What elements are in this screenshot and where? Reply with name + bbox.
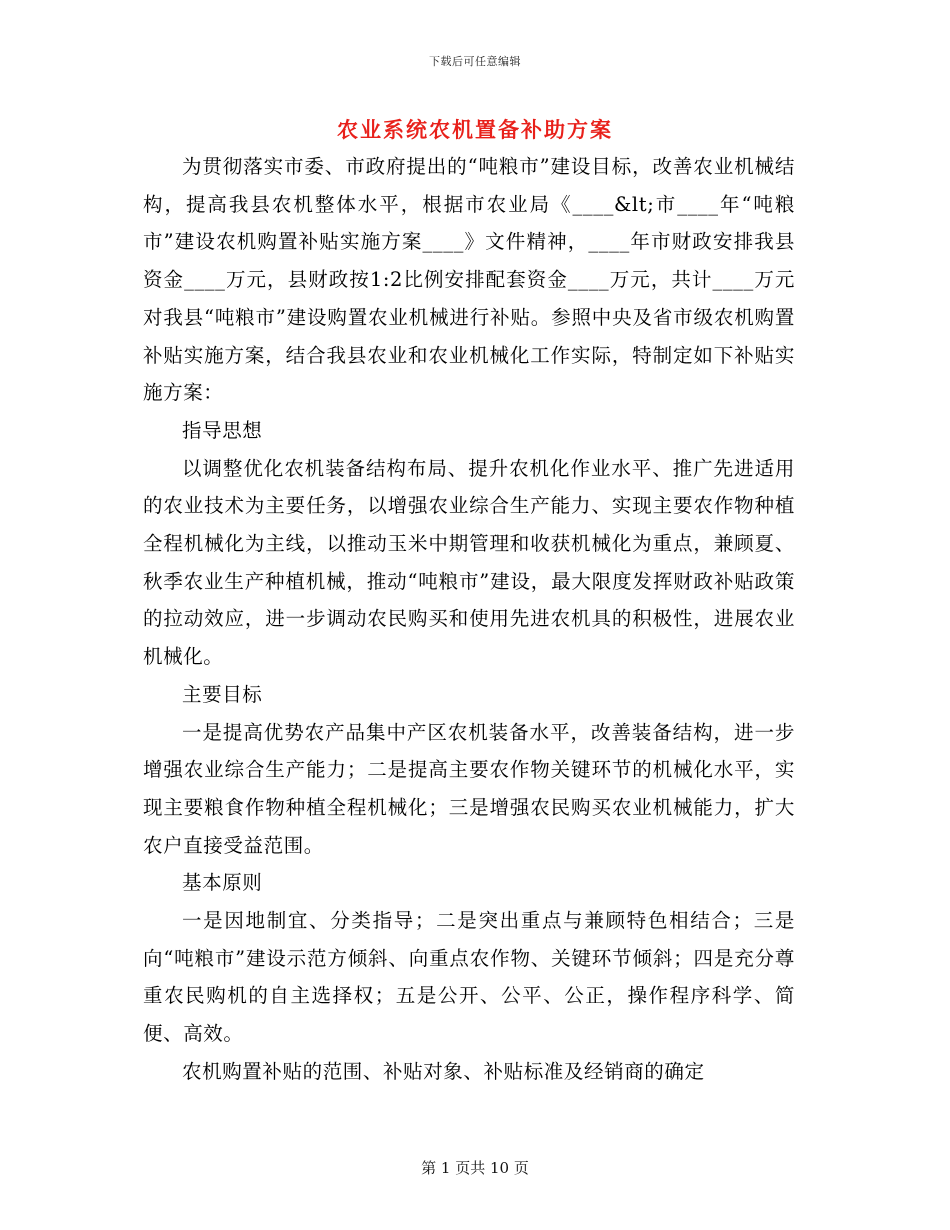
heading-main-goals: 主要目标 [182,682,263,706]
heading-guiding-ideology: 指导思想 [182,418,263,442]
paragraph-intro: 为贯彻落实市委、市政府提出的“吨粮市”建设目标，改善农业机械结构，提高我县农机整体水平，根据市农业局《____&lt;市____年“吨粮市”建设农机购置补贴实施方案____》文件精神，____年市财政安排我县资金____万元，县财政按1:2比例安排配套资金____万元，共计____万元对我县“吨粮市”建设购置农业机械进行补贴。参照中央及省市级农机购置补贴实施方案，结合我县农业和农业机械化工作实际，特制定如下补贴实施方案： [143,155,795,405]
page-number: 第 1 页共 10 页 [421,1159,529,1177]
header-note: 下载后可任意编辑 [429,55,521,68]
document-title: 农业系统农机置备补助方案 [337,117,613,142]
heading-subsidy-scope: 农机购置补贴的范围、补贴对象、补贴标准及经销商的确定 [182,1059,705,1083]
paragraph-guiding-ideology: 以调整优化农机装备结构布局、提升农机化作业水平、推广先进适用的农业技术为主要任务，以增强农业综合生产能力、实现主要农作物种植全程机械化为主线，以推动玉米中期管理和收获机械化为重点，兼顾夏、秋季农业生产种植机械，推动“吨粮市”建设，最大限度发挥财政补贴政策的拉动效应，进一步调动农民购买和使用先进农机具的积极性，进展农业机械化。 [143,456,795,669]
paragraph-basic-principles: 一是因地制宜、分类指导；二是突出重点与兼顾特色相结合；三是向“吨粮市”建设示范方倾斜、向重点农作物、关键环节倾斜；四是充分尊重农民购机的自主选择权；五是公开、公平、公正，操作程序科学、简便、高效。 [143,909,795,1046]
heading-basic-principles: 基本原则 [182,871,263,895]
paragraph-main-goals: 一是提高优势农产品集中产区农机装备水平，改善装备结构，进一步增强农业综合生产能力；二是提高主要农作物关键环节的机械化水平，实现主要粮食作物种植全程机械化；三是增强农民购买农业机械能力，扩大农户直接受益范围。 [143,720,795,857]
document-body [143,148,795,1091]
